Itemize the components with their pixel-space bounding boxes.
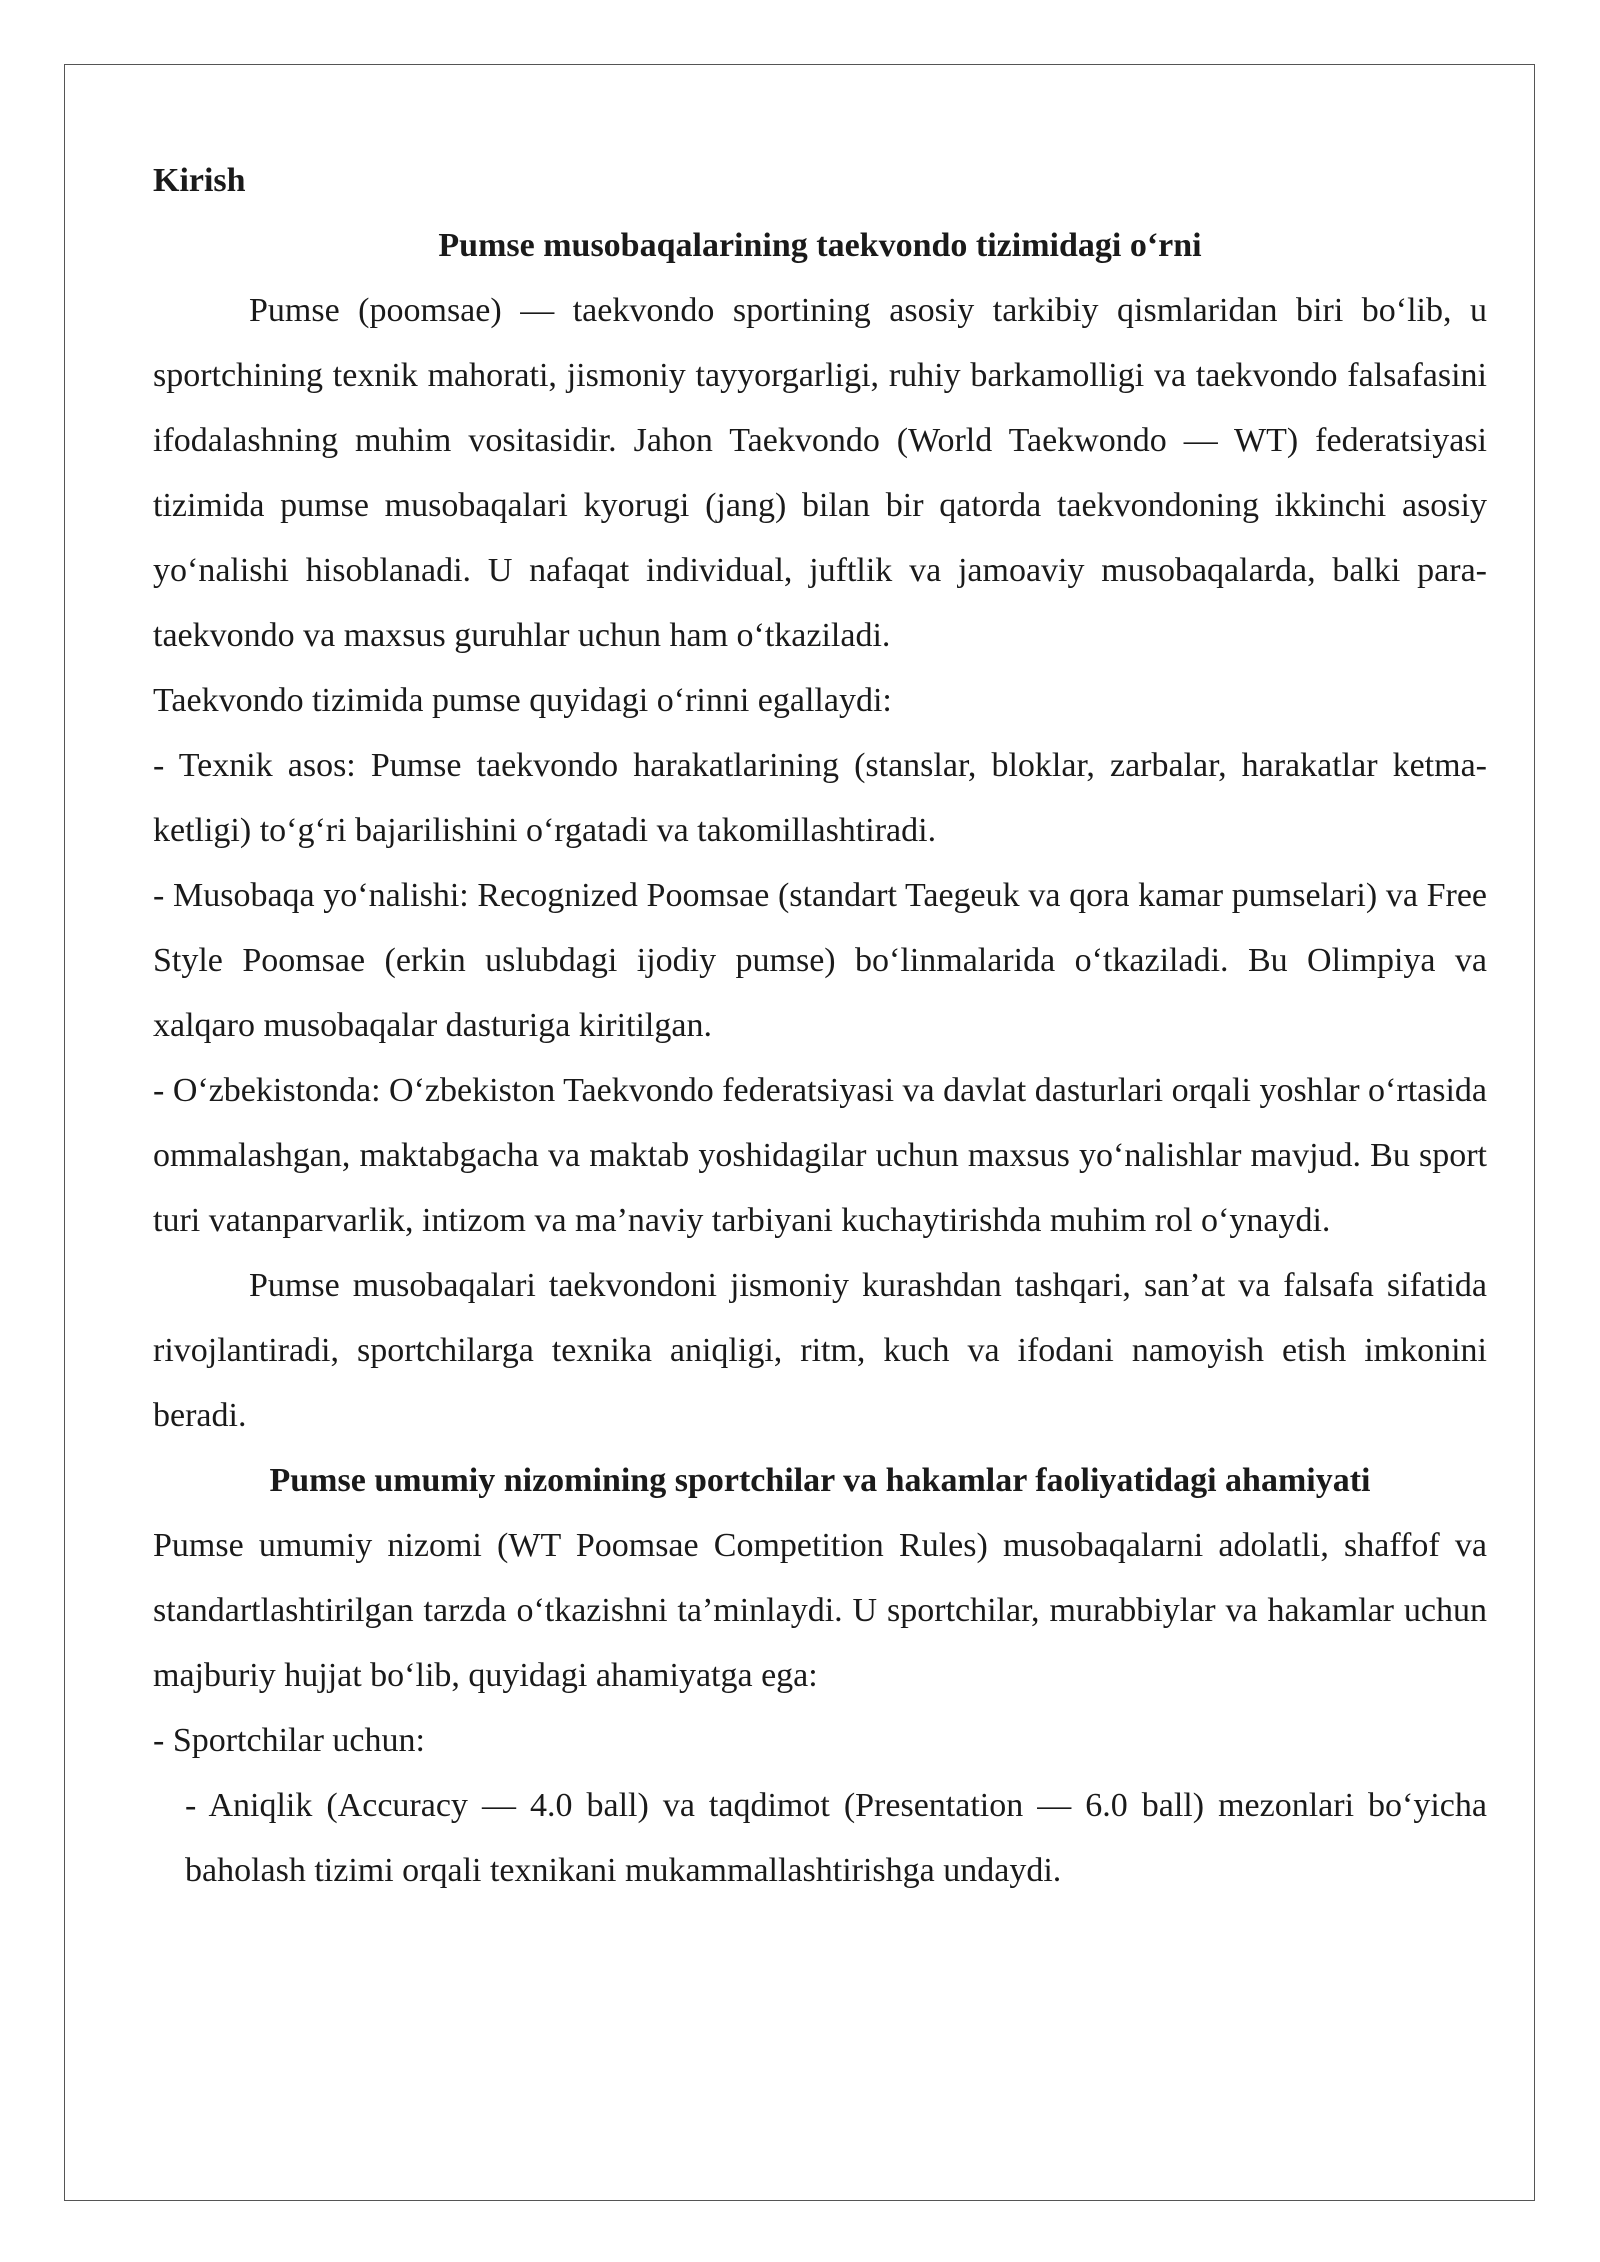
- paragraph-1: Pumse (poomsae) — taekvondo sportining asosiy tarkibiy qismlaridan biri bo‘lib, u sportchining texnik mahorati, jismoniy tayyorgarligi, ruhiy barkamolligi va taekvondo falsafasini ifodalashning muhim vositasidir. Jahon Taekvondo (World Taekwondo — WT) federatsiyasi tizimida pumse musobaqalari kyorugi (jang) bilan bir qatorda taekvondoning ikkinchi asosiy yo‘nalishi hisoblanadi. U nafaqat individual, juftlik va jamoaviy musobaqalarda, balki para-taekvondo va maxsus guruhlar uchun ham o‘tkaziladi.: [153, 292, 1487, 654]
- bullet-competition-direction: - Musobaqa yo‘nalishi: Recognized Poomsae (standart Taegeuk va qora kamar pumselari) va Free Style Poomsae (erkin uslubdagi ijodiy pumse) bo‘linmalarida o‘tkaziladi. Bu Olimpiya va xalqaro musobaqalar dasturiga kiritilgan.: [153, 877, 1487, 1044]
- paragraph-4: Pumse umumiy nizomi (WT Poomsae Competition Rules) musobaqalarni adolatli, shaffof va standartlashtirilgan tarzda o‘tkazishni ta’minlaydi. U sportchilar, murabbiylar va hakamlar uchun majburiy hujjat bo‘lib, quyidagi ahamiyatga ega:: [153, 1527, 1487, 1694]
- bullet-uzbekistan: - O‘zbekistonda: O‘zbekiston Taekvondo federatsiyasi va davlat dasturlari orqali yoshlar o‘rtasida ommalashgan, maktabgacha va maktab yoshidagilar uchun maxsus yo‘nalishlar mavjud. Bu sport turi vatanparvarlik, intizom va ma’naviy tarbiyani kuchaytirishda muhim rol o‘ynaydi.: [153, 1072, 1487, 1239]
- paragraph-5: - Sportchilar uchun:: [153, 1722, 425, 1759]
- intro-heading: Kirish: [153, 162, 246, 199]
- document-body: [153, 148, 1487, 1903]
- bullet-technical-basis: - Texnik asos: Pumse taekvondo harakatlarining (stanslar, bloklar, zarbalar, harakatlar ketma-ketligi) to‘g‘ri bajarilishini o‘rgatadi va takomillashtiradi.: [153, 747, 1487, 849]
- paragraph-2: Taekvondo tizimida pumse quyidagi o‘rinni egallaydi:: [153, 682, 892, 719]
- section-title-1: Pumse musobaqalarining taekvondo tizimidagi o‘rni: [438, 227, 1202, 264]
- paragraph-3: Pumse musobaqalari taekvondoni jismoniy kurashdan tashqari, san’at va falsafa sifatida rivojlantiradi, sportchilarga texnika aniqligi, ritm, kuch va ifodani namoyish etish imkonini beradi.: [153, 1267, 1487, 1434]
- section-title-2: Pumse umumiy nizomining sportchilar va hakamlar faoliyatidagi ahamiyati: [269, 1462, 1371, 1499]
- bullet-accuracy: - Aniqlik (Accuracy — 4.0 ball) va taqdimot (Presentation — 6.0 ball) mezonlari bo‘yicha baholash tizimi orqali texnikani mukammallashtirishga undaydi.: [185, 1787, 1487, 1889]
